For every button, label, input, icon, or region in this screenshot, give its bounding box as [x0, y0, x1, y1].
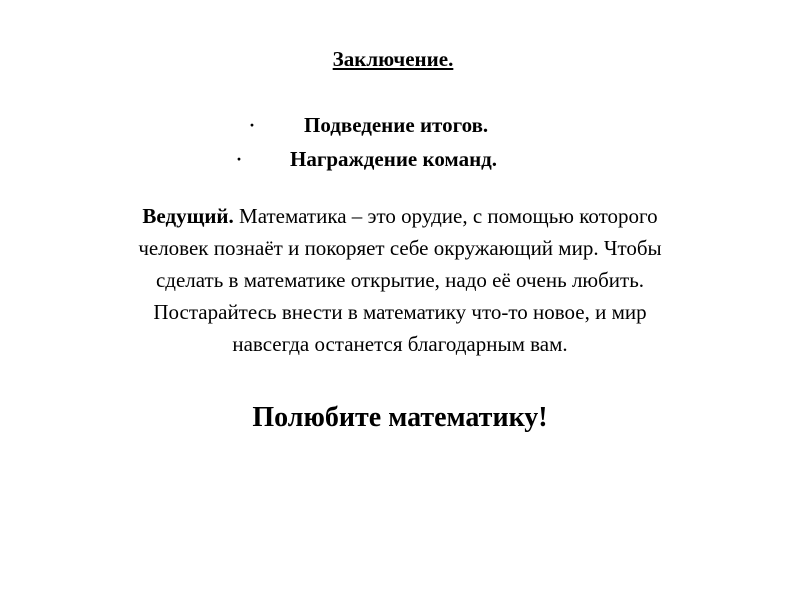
- list-item: [0, 108, 800, 142]
- list-item: [0, 142, 800, 176]
- host-paragraph: [50, 200, 750, 360]
- bullet-icon: ·: [236, 149, 243, 169]
- bullet-icon: ·: [249, 115, 256, 135]
- bullet-text-awards: Награждение команд.: [290, 147, 498, 171]
- closing-statement: Полюбите математику!: [252, 402, 548, 433]
- paragraph-line: сделать в математике открытие, надо её очень любить.: [155, 268, 645, 292]
- speaker-label: Ведущий.: [142, 204, 234, 228]
- paragraph-line: навсегда останется благодарным вам.: [232, 332, 568, 356]
- paragraph-line: человек познаёт и покоряет себе окружающий мир. Чтобы: [138, 236, 662, 260]
- paragraph-line: Постарайтесь внести в математику что-то новое, и мир: [153, 300, 647, 324]
- paragraph-line-text: Математика – это орудие, с помощью которого: [239, 204, 658, 228]
- slide-title: Заключение.: [332, 47, 454, 71]
- bullet-list: [0, 108, 800, 176]
- paragraph-line: [50, 200, 750, 232]
- bullet-text-summary: Подведение итогов.: [304, 113, 489, 137]
